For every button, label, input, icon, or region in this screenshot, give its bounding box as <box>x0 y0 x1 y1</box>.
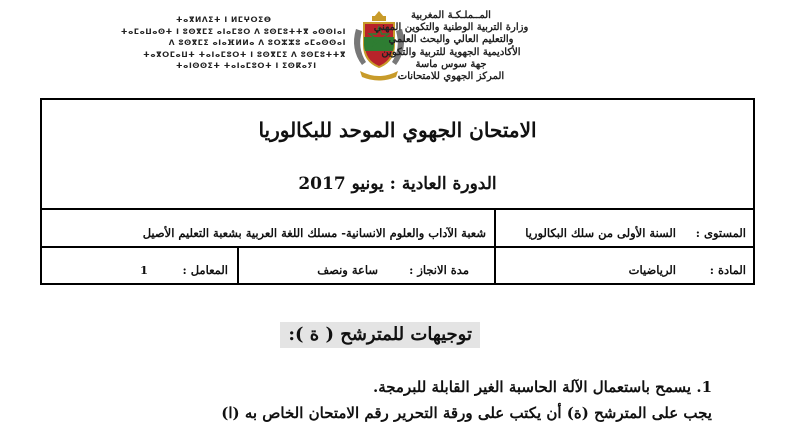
tifinagh-line: ⴷ ⵓⵙⴳⵎⵉ ⴰⵏⴰⴼⵍⵍⴰ ⴷ ⵓⵔⵣⵣⵓ ⴰⵎⴰⵙⵙⴰⵏ <box>168 38 346 47</box>
table-divider <box>40 208 755 210</box>
instructions-title: توجيهات للمترشح ( ة ): <box>280 322 480 348</box>
region-name: جهة سوس ماسة <box>415 58 487 70</box>
tifinagh-header <box>120 14 346 72</box>
duration-label: مدة الانجاز : <box>409 263 469 277</box>
duration-value: ساعة ونصف <box>317 263 378 277</box>
tifinagh-line: ⵜⴰⴳⵔⵎⴰⵡⵜ ⵜⴰⵏⴰⵎⵓⵔⵜ ⵏ ⵓⵙⴳⵎⵉ ⴷ ⵓⵙⵎⵓⵜⵜⴳ <box>143 49 346 59</box>
instruction-number: 1. <box>696 378 712 396</box>
level-label: المستوى : <box>695 226 746 240</box>
academy-name: الأكاديمية الجهوية للتربية والتكوين <box>381 46 521 58</box>
exam-title: الامتحان الجهوي الموحد للبكالوريا <box>258 118 537 142</box>
subject-label: المادة : <box>709 263 746 277</box>
kingdom-name: المــملـكـة المغربية <box>411 10 491 21</box>
instruction-text: يسمح باستعمال الآلة الحاسبة الغير القابلة للبرمجة. <box>372 378 692 396</box>
ministry-name-cont: والتعليم العالي والبحث العلمي <box>388 34 514 46</box>
arabic-header <box>336 10 566 83</box>
coefficient-value: 1 <box>139 263 148 277</box>
tifinagh-line: ⵜⴰⴳⵍⴷⵉⵜ ⵏ ⵍⵎⵖⵔⵉⴱ <box>176 15 272 24</box>
tifinagh-line: ⵜⴰⵎⴰⵡⴰⵙⵜ ⵏ ⵓⵙⴳⵎⵉ ⴰⵏⴰⵎⵓⵔ ⴷ ⵓⵙⵎⵓⵜⵜⴳ ⴰⵙⵙⵏⴰⵏ <box>120 26 346 36</box>
branch-value: شعبة الآداب والعلوم الانسانية- مسلك اللغة العربية بشعبة التعليم الأصيل <box>142 226 486 240</box>
ministry-name: وزارة التربية الوطنية والتكوين المهني <box>373 22 529 34</box>
tifinagh-line: ⵜⴰⵏⵙⵙⵉⵜ ⵜⴰⵏⴰⵎⵓⵔⵜ ⵏ ⵉⵙⴽⴰⵢⵏ <box>176 61 317 70</box>
table-divider <box>40 246 755 248</box>
instruction-item-1 <box>373 378 712 396</box>
exam-session: الدورة العادية : يونيو 2017 <box>298 174 497 194</box>
subject-value: الرياضيات <box>628 263 676 277</box>
level-value: السنة الأولى من سلك البكالوريا <box>525 226 676 240</box>
exam-center-name: المركز الجهوي للامتحانات <box>397 71 505 83</box>
table-column-divider <box>237 247 239 285</box>
instruction-item-2: يجب على المترشح (ة) أن يكتب على ورقة التحرير رقم الامتحان الخاص به (ا) <box>221 404 712 422</box>
table-column-divider <box>494 209 496 285</box>
coefficient-label: المعامل : <box>182 263 228 277</box>
